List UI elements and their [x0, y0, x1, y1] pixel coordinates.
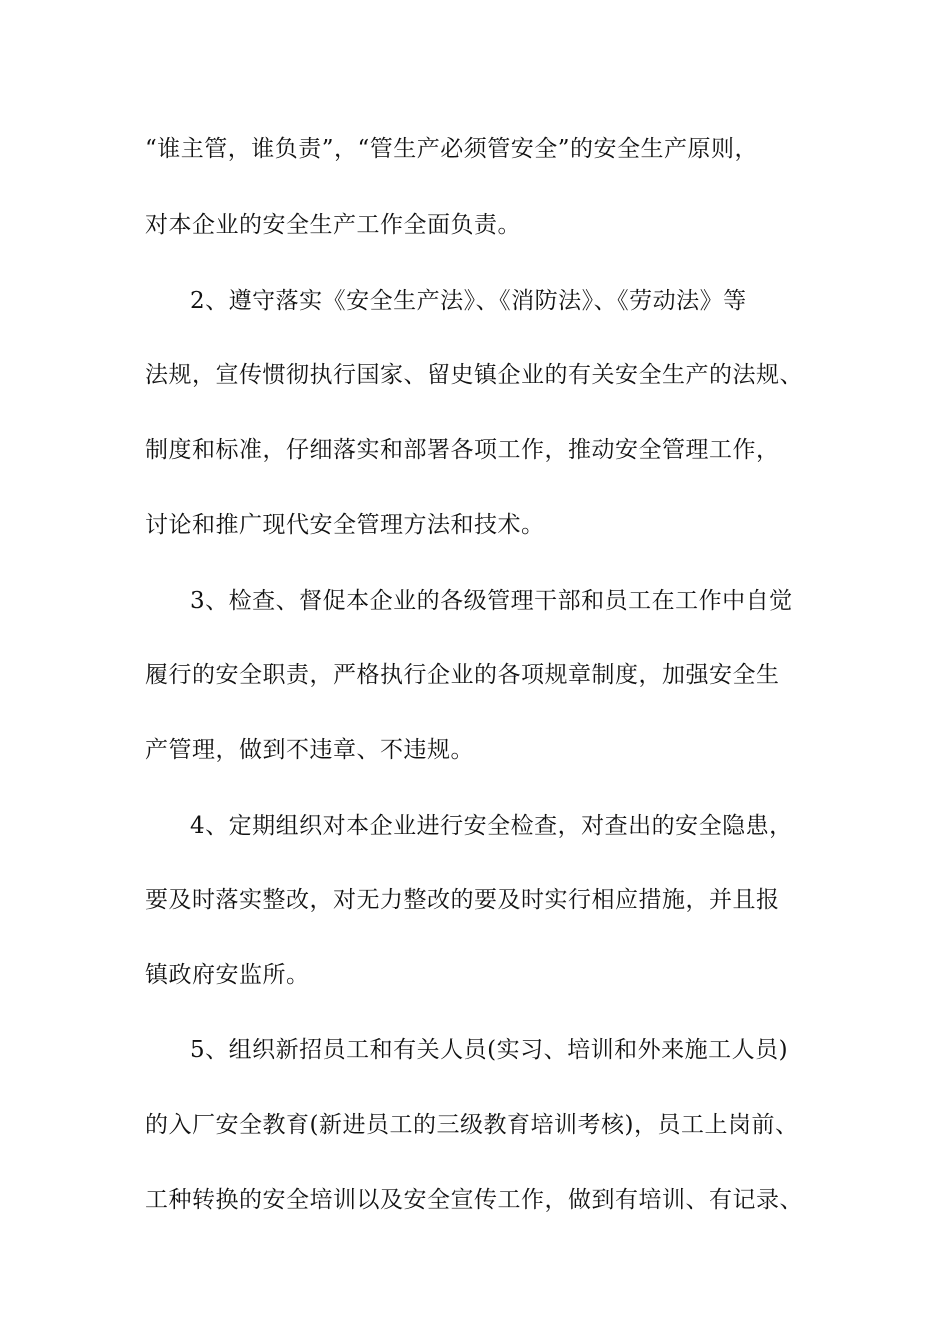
text-line: 制度和标准，仔细落实和部署各项工作，推动安全管理工作，	[145, 437, 780, 463]
paragraph-start-line: 5、组织新招员工和有关人员(实习、培训和外来施工人员)	[190, 1037, 789, 1063]
paragraph-start-line: 4、定期组织对本企业进行安全检查，对查出的安全隐患，	[190, 813, 793, 839]
text-line: 镇政府安监所。	[145, 962, 310, 988]
text-line: 的入厂安全教育(新进员工的三级教育培训考核)，员工上岗前、	[145, 1112, 799, 1138]
text-line: 履行的安全职责，严格执行企业的各项规章制度，加强安全生	[145, 662, 780, 688]
paragraph-start-line: 2、遵守落实《安全生产法》、《消防法》、《劳动法》等	[190, 288, 747, 314]
text-line: 法规，宣传惯彻执行国家、留史镇企业的有关安全生产的法规、	[145, 362, 803, 388]
text-line: “谁主管，谁负责”，“管生产必须管安全”的安全生产原则，	[145, 136, 759, 162]
paragraph-start-line: 3、检查、督促本企业的各级管理干部和员工在工作中自觉	[190, 588, 793, 614]
text-line: 产管理，做到不违章、不违规。	[145, 737, 474, 763]
text-line: 工种转换的安全培训以及安全宣传工作，做到有培训、有记录、	[145, 1187, 803, 1213]
text-line: 讨论和推广现代安全管理方法和技术。	[145, 512, 545, 538]
text-line: 要及时落实整改，对无力整改的要及时实行相应措施，并且报	[145, 887, 780, 913]
text-line: 对本企业的安全生产工作全面负责。	[145, 212, 521, 238]
